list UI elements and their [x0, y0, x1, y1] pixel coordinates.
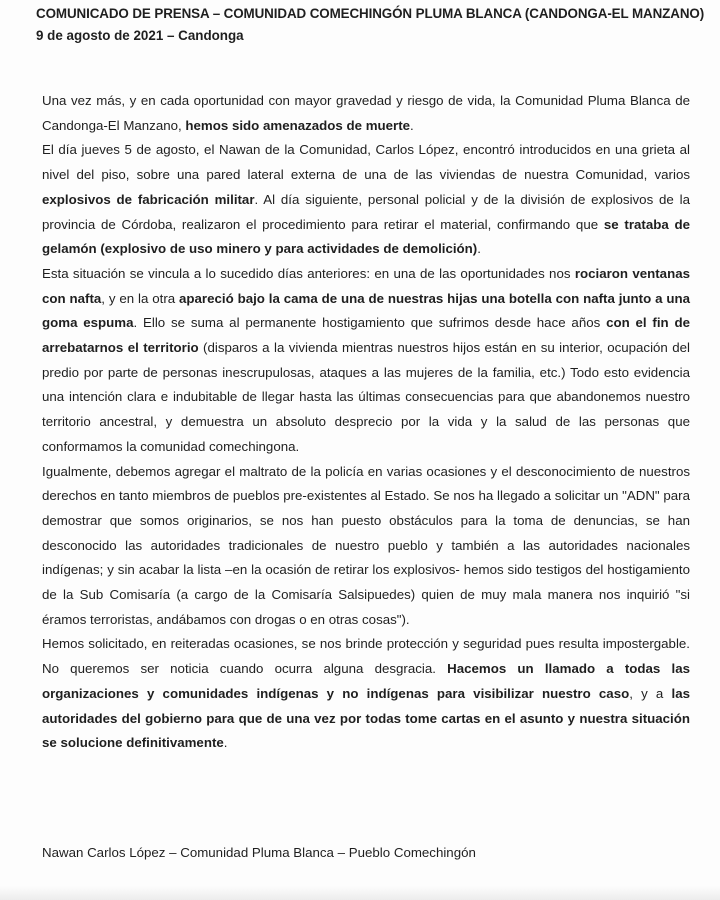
paragraph — [42, 262, 690, 460]
text-run: . — [223, 735, 228, 751]
document-header — [36, 6, 705, 43]
text-run: , y en la otra — [101, 290, 180, 306]
text-run: . — [477, 241, 481, 257]
paragraph — [42, 632, 690, 756]
text-run: , y a — [629, 685, 672, 701]
text-run: El día jueves 5 de agosto, el Nawan de la Comunidad, Carlos López, encontró introducidos en una grieta al nivel del piso, sobre una pared lateral externa de una de las viviendas de nuestra Comunidad, varios — [42, 142, 690, 183]
text-run: Igualmente, debemos agregar el maltrato de la policía en varias ocasiones y el desconocimiento de nuestros derechos en tanto miembros de pueblos pre-existentes al Estado. Se nos ha llegado a solicitar un "ADN" para demostrar que somos originarios, se nos han puesto obstáculos para la toma de denuncias, se han desconocido las autoridades tradicionales de nuestro pueblo y también a las autoridades nacionales indígenas; y sin acabar la lista –en la ocasión de retirar los explosivos- hemos sido testigos del hostigamiento de la Sub Comisaría (a cargo de la Comisaría Salsipuedes) quien de muy mala manera nos inquirió "si éramos terroristas, andábamos con drogas o en otras cosas"). — [42, 463, 690, 627]
text-run: . Al día siguiente, personal policial y de la división de explosivos de la provincia de Córdoba, realizaron el procedimiento para retirar el material, confirmando que — [42, 191, 690, 232]
signature: Nawan Carlos López – Comunidad Pluma Blanca – Pueblo Comechingón — [42, 845, 476, 860]
bold-text-run: con el fin de arrebatarnos el territorio — [42, 315, 690, 356]
page-bottom-edge — [0, 886, 720, 900]
bold-text-run: se trataba de gelamón (explosivo de uso minero y para actividades de demolición) — [42, 216, 690, 257]
bold-text-run: hemos sido amenazados de muerte — [185, 117, 411, 133]
text-run: Una vez más, y en cada oportunidad con mayor gravedad y riesgo de vida, la Comunidad Pluma Blanca de Candonga-El Manzano, — [42, 93, 690, 133]
paragraph — [42, 138, 690, 262]
text-run: Hemos solicitado, en reiteradas ocasiones, se nos brinde protección y seguridad pues resulta impostergable. No queremos ser noticia cuando ocurra alguna desgracia. — [42, 636, 690, 677]
document-body — [42, 89, 690, 756]
bold-text-run: explosivos de fabricación militar — [42, 191, 255, 207]
text-run: . — [410, 117, 414, 133]
text-run: Esta situación se vincula a lo sucedido días anteriores: en una de las oportunidades nos — [42, 265, 575, 281]
bold-text-run: rociaron ventanas con nafta — [42, 265, 690, 306]
text-run: . Ello se suma al permanente hostigamiento que sufrimos desde hace años — [133, 315, 607, 331]
document-title: COMUNICADO DE PRENSA – COMUNIDAD COMECHINGÓN PLUMA BLANCA (CANDONGA-EL MANZANO) — [36, 6, 705, 21]
text-run: (disparos a la vivienda mientras nuestros hijos están en su interior, ocupación del predio por parte de personas inescrupulosas, ataques a las mujeres de la familia, etc.) Todo esto evidencia una intención clara e indubitable de llegar hasta las últimas consecuencias para que abandonemos nuestro territorio ancestral, y demuestra un absoluto desprecio por la vida y la salud de las personas que conformamos la comunidad comechingona. — [42, 340, 690, 454]
bold-text-run: las autoridades del gobierno para que de una vez por todas tome cartas en el asunto y nuestra situación se solucione definitivamente — [42, 685, 690, 751]
paragraph — [42, 460, 690, 633]
bold-text-run: Hacemos un llamado a todas las organizaciones y comunidades indígenas y no indígenas para visibilizar nuestro caso — [42, 661, 690, 701]
document-date: 9 de agosto de 2021 – Candonga — [36, 28, 244, 43]
paragraph — [42, 89, 690, 138]
bold-text-run: apareció bajo la cama de una de nuestras hijas una botella con nafta junto a una goma espuma — [42, 290, 690, 331]
